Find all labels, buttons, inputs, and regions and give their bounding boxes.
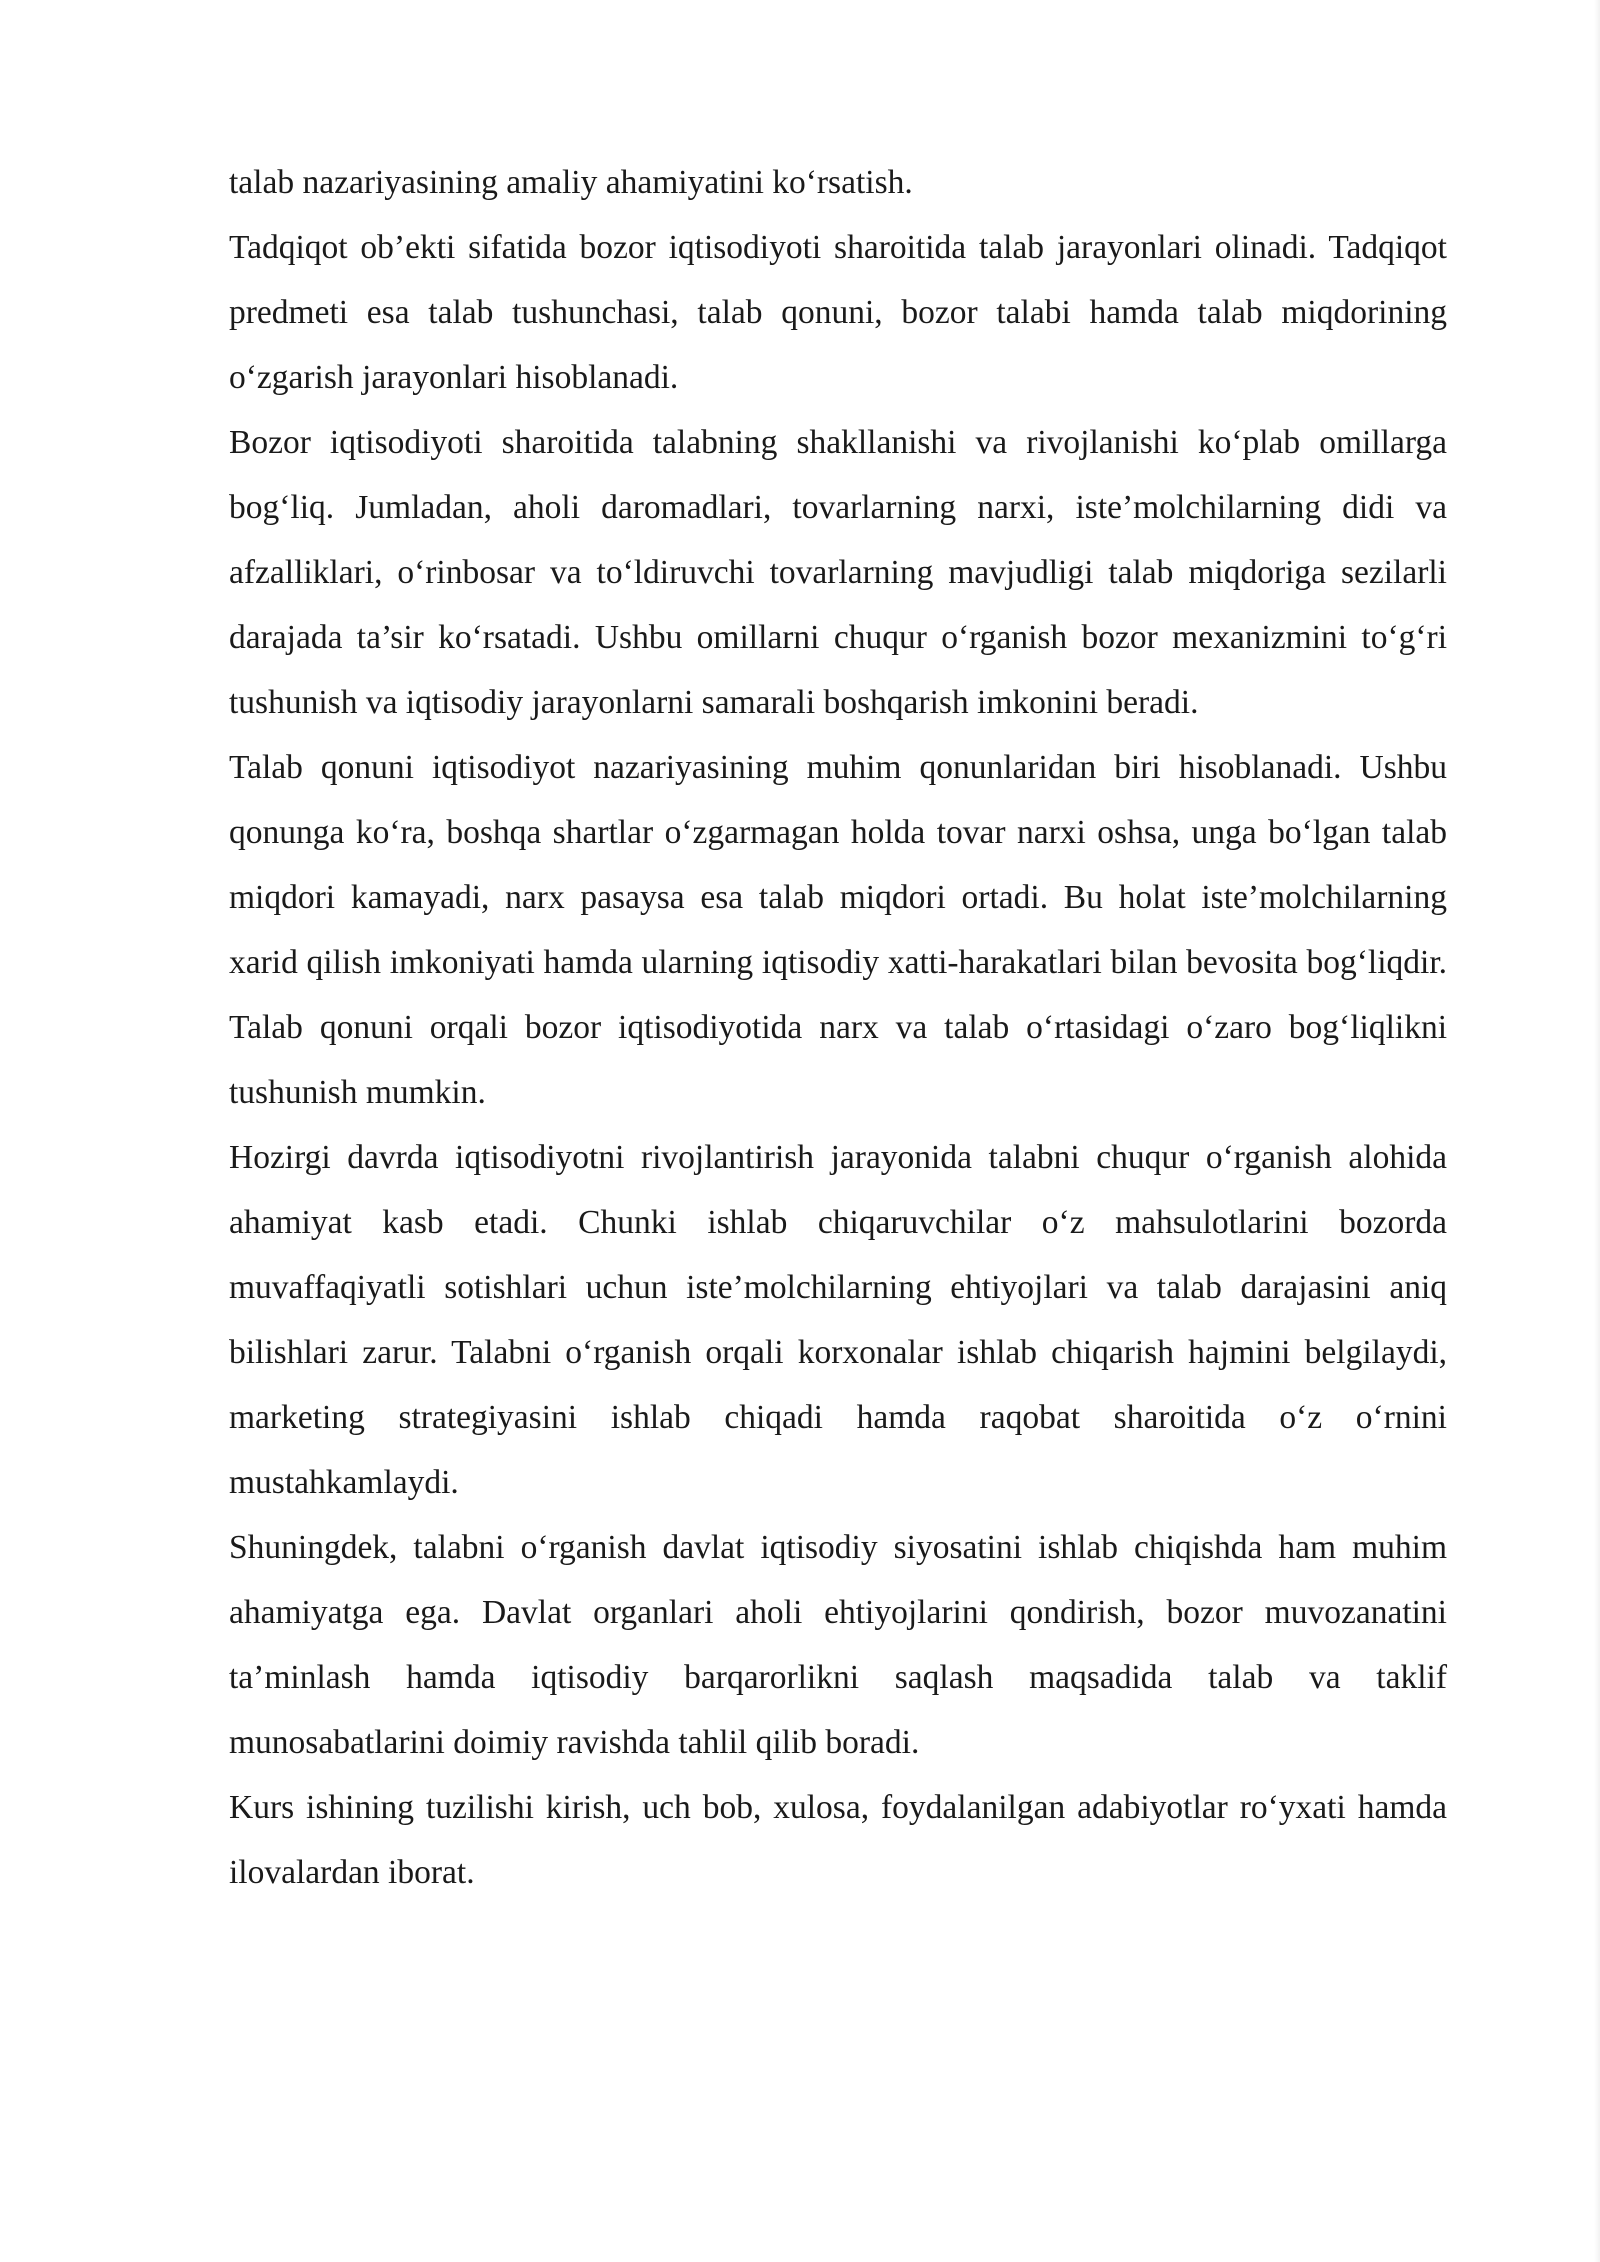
paragraph-continuation: talab nazariyasining amaliy ahamiyatini ko‘rsatish. [229,164,913,201]
paragraph-demand-factors: Bozor iqtisodiyoti sharoitida talabning shakllanishi va rivojlanishi ko‘plab omillarga bog‘liq. Jumladan, aholi daromadlari, tovarlarning narxi, iste’molchilarning didi va afzalliklari, o‘rinbosar va to‘ldiruvchi tovarlarning mavjudligi talab miqdoriga sezilarli darajada ta’sir ko‘rsatadi. Ushbu omillarni chuqur o‘rganish bozor mexanizmini to‘g‘ri tushunish va iqtisodiy jarayonlarni samarali boshqarish imkonini beradi. [229,424,1447,721]
paragraph-law-of-demand: Talab qonuni iqtisodiyot nazariyasining muhim qonunlaridan biri hisoblanadi. Ushbu qonunga ko‘ra, boshqa shartlar o‘zgarmagan holda tovar narxi oshsa, unga bo‘lgan talab miqdori kamayadi, narx pasaysa esa talab miqdori ortadi. Bu holat iste’molchilarning xarid qilish imkoniyati hamda ularning iqtisodiy xatti-harakatlari bilan bevosita bog‘liqdir. Talab qonuni orqali bozor iqtisodiyotida narx va talab o‘rtasidagi o‘zaro bog‘liqlikni tushunish mumkin. [229,749,1447,1111]
paragraph-research-object: Tadqiqot ob’ekti sifatida bozor iqtisodiyoti sharoitida talab jarayonlari olinadi. Tadqiqot predmeti esa talab tushunchasi, talab qonuni, bozor talabi hamda talab miqdorining o‘zgarish jarayonlari hisoblanadi. [229,229,1447,396]
paragraph-current-importance: Hozirgi davrda iqtisodiyotni rivojlantirish jarayonida talabni chuqur o‘rganish alohida ahamiyat kasb etadi. Chunki ishlab chiqaruvchilar o‘z mahsulotlarini bozorda muvaffaqiyatli sotishlari uchun iste’molchilarning ehtiyojlari va talab darajasini aniq bilishlari zarur. Talabni o‘rganish orqali korxonalar ishlab chiqarish hajmini belgilaydi, marketing strategiyasini ishlab chiqadi hamda raqobat sharoitida o‘z o‘rnini mustahkamlaydi. [229,1139,1447,1501]
paragraph-structure: Kurs ishining tuzilishi kirish, uch bob, xulosa, foydalanilgan adabiyotlar ro‘yxati hamda ilovalardan iborat. [229,1789,1447,1891]
paragraph-state-policy: Shuningdek, talabni o‘rganish davlat iqtisodiy siyosatini ishlab chiqishda ham muhim ahamiyatga ega. Davlat organlari aholi ehtiyojlarini qondirish, bozor muvozanatini ta’minlash hamda iqtisodiy barqarorlikni saqlash maqsadida talab va taklif munosabatlarini doimiy ravishda tahlil qilib boradi. [229,1529,1447,1761]
body-text [229,150,1447,1905]
page-edge-shadow [1594,0,1600,2262]
